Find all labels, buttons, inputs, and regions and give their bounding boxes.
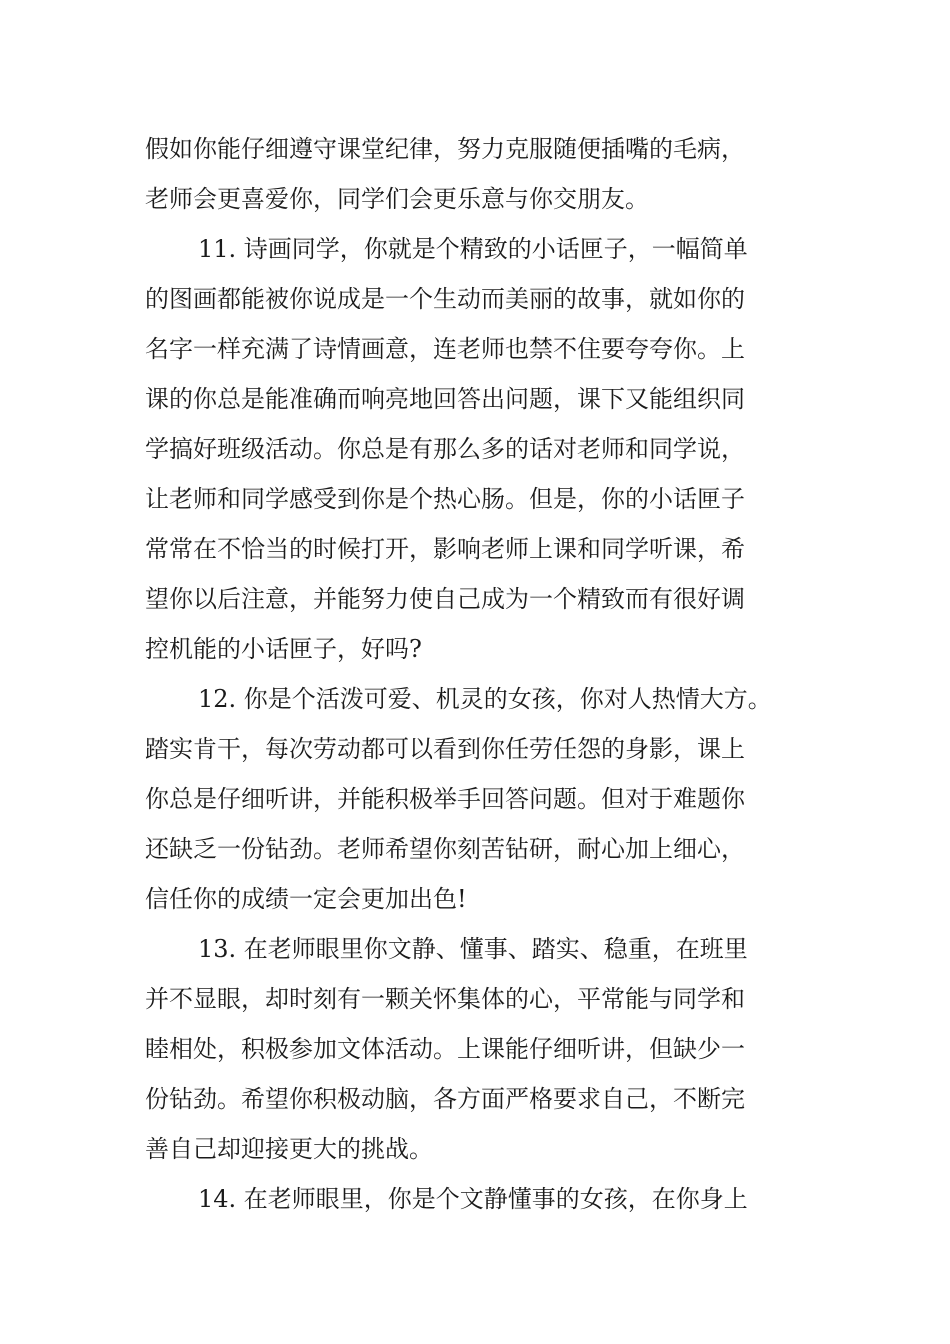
text-line: 的图画都能被你说成是一个生动而美丽的故事，就如你的 xyxy=(145,285,745,313)
text-line: 份钻劲。希望你积极动脑，各方面严格要求自己，不断完 xyxy=(145,1085,745,1113)
text-line: 踏实肯干，每次劳动都可以看到你任劳任怨的身影，课上 xyxy=(145,735,745,763)
text-line: 让老师和同学感受到你是个热心肠。但是，你的小话匣子 xyxy=(145,485,745,513)
text-line: 老师会更喜爱你，同学们会更乐意与你交朋友。 xyxy=(145,185,649,213)
text-line: 名字一样充满了诗情画意，连老师也禁不住要夸夸你。上 xyxy=(145,335,745,363)
text-line: 假如你能仔细遵守课堂纪律，努力克服随便插嘴的毛病， xyxy=(145,135,745,163)
text-line: 信任你的成绩一定会更加出色! xyxy=(145,885,467,913)
paragraph-13-start: 13. 在老师眼里你文静、懂事、踏实、稳重，在班里 xyxy=(198,935,748,963)
text-line: 课的你总是能准确而响亮地回答出问题，课下又能组织同 xyxy=(145,385,745,413)
paragraph-11-start: 11. 诗画同学，你就是个精致的小话匣子，一幅简单 xyxy=(198,235,748,263)
paragraph-12-start: 12. 你是个活泼可爱、机灵的女孩，你对人热情大方。 xyxy=(198,685,772,713)
text-line: 控机能的小话匣子，好吗? xyxy=(145,635,422,663)
text-line: 你总是仔细听讲，并能积极举手回答问题。但对于难题你 xyxy=(145,785,745,813)
text-line: 望你以后注意，并能努力使自己成为一个精致而有很好调 xyxy=(145,585,745,613)
text-line: 常常在不恰当的时候打开，影响老师上课和同学听课，希 xyxy=(145,535,745,563)
paragraph-14-start: 14. 在老师眼里，你是个文静懂事的女孩，在你身上 xyxy=(198,1185,748,1213)
text-line: 学搞好班级活动。你总是有那么多的话对老师和同学说， xyxy=(145,435,745,463)
text-line: 善自己却迎接更大的挑战。 xyxy=(145,1135,433,1163)
text-line: 睦相处，积极参加文体活动。上课能仔细听讲，但缺少一 xyxy=(145,1035,745,1063)
text-line: 并不显眼，却时刻有一颗关怀集体的心，平常能与同学和 xyxy=(145,985,745,1013)
text-line: 还缺乏一份钻劲。老师希望你刻苦钻研，耐心加上细心， xyxy=(145,835,745,863)
